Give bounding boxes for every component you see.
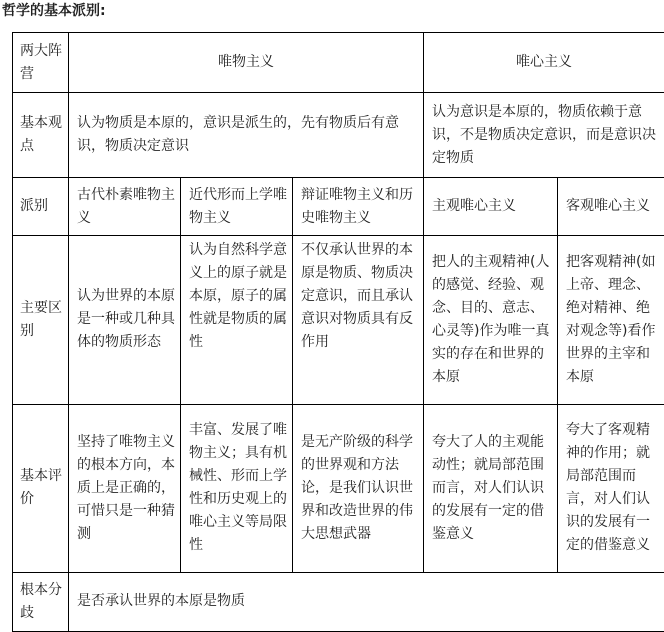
difference-objective-idealism: 把客观精神(如上帝、理念、绝对精神、绝对观念等)看作世界的主宰和本原: [558, 236, 664, 404]
table-row-evaluation: [13, 404, 664, 572]
table-row-differences: [13, 236, 664, 404]
idealism-header: 唯心主义: [424, 33, 664, 93]
table-row-divergence: [13, 572, 664, 631]
materialism-header: 唯物主义: [69, 33, 424, 93]
table-row-schools: [13, 178, 664, 236]
materialism-basic-view: 认为物质是本原的，意识是派生的，先有物质后有意识，物质决定意识: [69, 93, 424, 178]
school-subjective-idealism: 主观唯心主义: [424, 178, 558, 236]
table-row-camps: [13, 33, 664, 93]
divergence-label: 根本分歧: [13, 572, 69, 631]
evaluation-metaphysical-materialism: 丰富、发展了唯物主义；具有机械性、形而上学性和历史观上的唯心主义等局限性: [181, 404, 293, 572]
differences-label: 主要区别: [13, 236, 69, 404]
evaluation-objective-idealism: 夸大了客观精神的作用；就局部范围而言，对人们认识的发展有一定的借鉴意义: [558, 404, 664, 572]
divergence-text: 是否承认世界的本原是物质: [69, 572, 664, 631]
document-title: 哲学的基本派别:: [2, 3, 106, 19]
idealism-basic-view: 认为意识是本原的，物质依赖于意识，不是物质决定意识，而是意识决定物质: [424, 93, 664, 178]
evaluation-label: 基本评价: [13, 404, 69, 572]
school-ancient-materialism: 古代朴素唯物主义: [69, 178, 181, 236]
difference-ancient-materialism: 认为世界的本原是一种或几种具体的物质形态: [69, 236, 181, 404]
difference-metaphysical-materialism: 认为自然科学意义上的原子就是本原，原子的属性就是物质的属性: [181, 236, 293, 404]
difference-dialectical-materialism: 不仅承认世界的本原是物质、物质决定意识，而且承认意识对物质具有反作用: [293, 236, 424, 404]
school-dialectical-materialism: 辩证唯物主义和历史唯物主义: [293, 178, 424, 236]
camps-label: 两大阵营: [13, 33, 69, 93]
school-objective-idealism: 客观唯心主义: [558, 178, 664, 236]
table-row-basic-view: [13, 93, 664, 178]
basic-view-label: 基本观点: [13, 93, 69, 178]
evaluation-dialectical-materialism: 是无产阶级的科学的世界观和方法论，是我们认识世界和改造世界的伟大思想武器: [293, 404, 424, 572]
philosophy-schools-table: [12, 32, 664, 632]
difference-subjective-idealism: 把人的主观精神(人的感觉、经验、观念、目的、意志、心灵等)作为唯一真实的存在和世界的本原: [424, 236, 558, 404]
schools-label: 派别: [13, 178, 69, 236]
evaluation-ancient-materialism: 坚持了唯物主义的根本方向，本质上是正确的，可惜只是一种猜测: [69, 404, 181, 572]
evaluation-subjective-idealism: 夸大了人的主观能动性；就局部范围而言，对人们认识的发展有一定的借鉴意义: [424, 404, 558, 572]
school-metaphysical-materialism: 近代形而上学唯物主义: [181, 178, 293, 236]
